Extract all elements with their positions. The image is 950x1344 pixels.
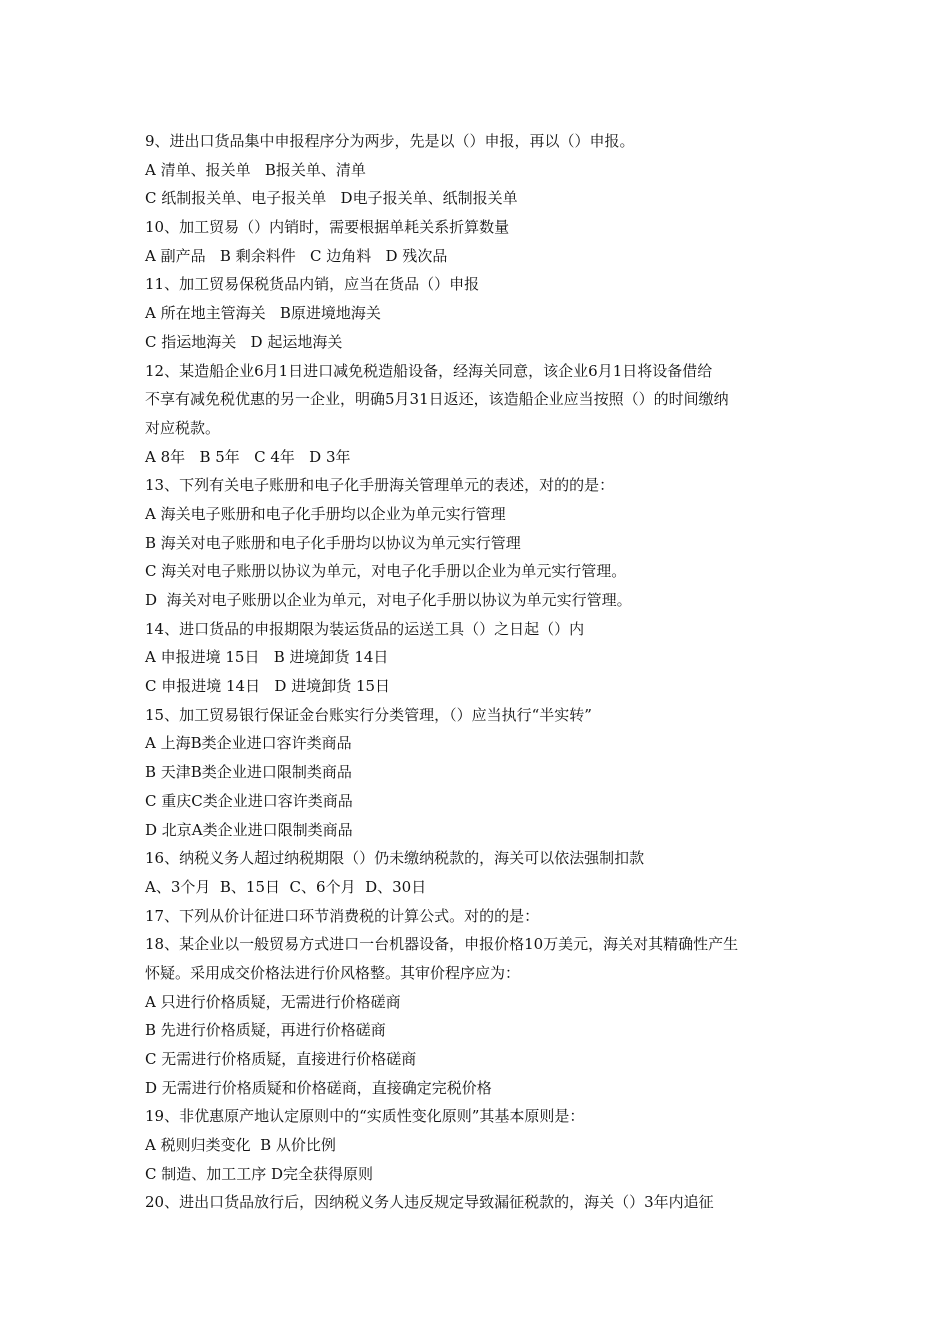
question-12-options: A 8年 B 5年 C 4年 D 3年 bbox=[145, 447, 351, 466]
question-16: 16、纳税义务人超过纳税期限（）仍未缴纳税款的，海关可以依法强制扣款 bbox=[145, 849, 645, 868]
question-16-options: A、3个月 B、15日 C、6个月 D、30日 bbox=[145, 877, 427, 896]
question-15-option-a: A 上海B类企业进口容许类商品 bbox=[145, 734, 352, 753]
question-18-line-1: 18、某企业以一般贸易方式进口一台机器设备，申报价格10万美元，海关对其精确性产生 bbox=[145, 935, 739, 954]
question-19-options-ab: A 税则归类变化 B 从价比例 bbox=[145, 1136, 336, 1155]
question-13-option-d: D 海关对电子账册以企业为单元，对电子化手册以协议为单元实行管理。 bbox=[145, 591, 632, 609]
question-9-options-ab: A 清单、报关单 B报关单、清单 bbox=[145, 160, 366, 179]
question-11-options-ab: A 所在地主管海关 B原进境地海关 bbox=[145, 304, 381, 323]
question-14-options-cd: C 申报进境 14日 D 进境卸货 15日 bbox=[145, 677, 391, 696]
question-18-option-b: B 先进行价格质疑，再进行价格磋商 bbox=[145, 1021, 386, 1040]
question-18-line-2: 怀疑。采用成交价格法进行价风格整。其审价程序应为： bbox=[145, 963, 521, 982]
question-18-option-a: A 只进行价格质疑，无需进行价格磋商 bbox=[145, 992, 401, 1011]
question-10-options: A 副产品 B 剩余料件 C 边角料 D 残次品 bbox=[145, 246, 448, 265]
question-13-option-c: C 海关对电子账册以协议为单元，对电子化手册以企业为单元实行管理。 bbox=[145, 562, 627, 581]
question-9: 9、进出口货品集中申报程序分为两步，先是以（）申报，再以（）申报。 bbox=[145, 132, 635, 150]
question-9-options-cd: C 纸制报关单、电子报关单 D电子报关单、纸制报关单 bbox=[145, 189, 518, 208]
question-19: 19、非优惠原产地认定原则中的“实质性变化原则”其基本原则是： bbox=[145, 1107, 585, 1126]
document-body bbox=[145, 127, 825, 1217]
question-15-option-c: C 重庆C类企业进口容许类商品 bbox=[145, 791, 353, 810]
question-12-line-3: 对应税款。 bbox=[145, 418, 221, 437]
question-17: 17、下列从价计征进口环节消费税的计算公式。对的的是： bbox=[145, 906, 540, 925]
question-15-option-d: D 北京A类企业进口限制类商品 bbox=[145, 820, 353, 839]
question-13: 13、下列有关电子账册和电子化手册海关管理单元的表述，对的的是： bbox=[145, 476, 615, 495]
question-15: 15、加工贸易银行保证金台账实行分类管理，（）应当执行“半实转” bbox=[145, 705, 592, 724]
question-18-option-d: D 无需进行价格质疑和价格磋商，直接确定完税价格 bbox=[145, 1078, 492, 1097]
question-12-line-2: 不享有减免税优惠的另一企业，明确5月31日返还，该造船企业应当按照（）的时间缴纳 bbox=[145, 390, 729, 409]
question-15-option-b: B 天津B类企业进口限制类商品 bbox=[145, 763, 352, 782]
question-19-options-cd: C 制造、加工工序 D完全获得原则 bbox=[145, 1164, 374, 1183]
question-14-options-ab: A 申报进境 15日 B 进境卸货 14日 bbox=[145, 648, 389, 667]
question-13-option-b: B 海关对电子账册和电子化手册均以协议为单元实行管理 bbox=[145, 533, 521, 552]
question-12-line-1: 12、某造船企业6月1日进口减免税造船设备，经海关同意，该企业6月1日将设备借给 bbox=[145, 361, 713, 380]
question-14: 14、进口货品的申报期限为装运货品的运送工具（）之日起（）内 bbox=[145, 619, 585, 638]
question-18-option-c: C 无需进行价格质疑，直接进行价格磋商 bbox=[145, 1050, 417, 1068]
question-11: 11、加工贸易保税货品内销，应当在货品（）申报 bbox=[145, 275, 480, 294]
question-13-option-a: A 海关电子账册和电子化手册均以企业为单元实行管理 bbox=[145, 504, 506, 523]
question-10: 10、加工贸易（）内销时，需要根据单耗关系折算数量 bbox=[145, 218, 510, 237]
question-20: 20、进出口货品放行后，因纳税义务人违反规定导致漏征税款的，海关（）3年内追征 bbox=[145, 1193, 714, 1212]
question-11-options-cd: C 指运地海关 D 起运地海关 bbox=[145, 332, 343, 351]
